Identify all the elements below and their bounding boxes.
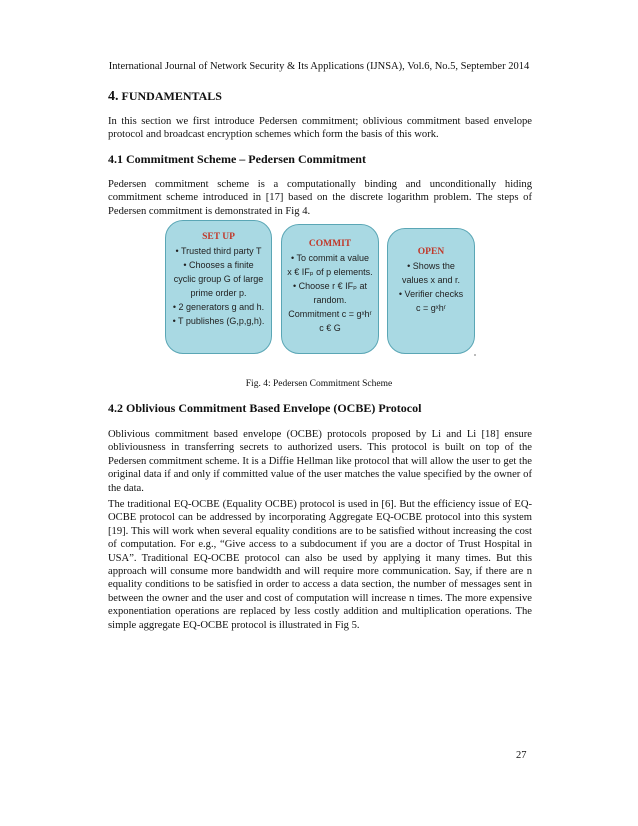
setup-line: • 2 generators g and h. <box>172 302 265 312</box>
section-intro: In this section we first introduce Pedersen commitment; oblivious commitment based envelope protocol and broadcast encryption schemes which form the basis of this work. <box>108 116 532 141</box>
figure-4-caption: Fig. 4: Pedersen Commitment Scheme <box>245 379 393 389</box>
commit-box <box>281 224 379 354</box>
commit-line: c € G <box>319 323 341 333</box>
setup-box <box>165 220 272 354</box>
commit-line: • Choose r € IFₚ at <box>292 281 368 291</box>
subsection-4-2-title: 4.2 Oblivious Commitment Based Envelope (OCBE) Protocol <box>108 401 422 415</box>
commit-line: random. <box>313 295 347 305</box>
section-heading <box>108 89 532 104</box>
figure-4-diagram <box>165 220 475 360</box>
open-line: • Shows the <box>407 261 455 271</box>
setup-line: • T publishes (G,p,g,h). <box>172 316 265 326</box>
commit-line: x € IFₚ of p elements. <box>287 267 373 277</box>
setup-title: SET UP <box>202 232 235 242</box>
open-line: c = gˣhʳ <box>416 303 446 313</box>
figure-marker-dot <box>474 354 476 356</box>
open-line: values x and r. <box>401 275 461 285</box>
commit-line: Commitment c = gˣhʳ <box>288 309 372 319</box>
section-number: 4. <box>108 89 119 104</box>
running-header: International Journal of Network Security & Its Applications (IJNSA), Vol.6, No.5, September 2014 <box>108 61 530 72</box>
setup-line: cyclic group G of large <box>173 274 264 284</box>
section-title: FUNDAMENTALS <box>121 89 222 103</box>
commit-line: • To commit a value <box>290 253 370 263</box>
setup-line: prime order p. <box>190 288 247 298</box>
open-title: OPEN <box>417 247 445 257</box>
commit-title: COMMIT <box>308 239 352 249</box>
open-line: • Verifier checks <box>398 289 464 299</box>
page-number: 27 <box>516 750 527 761</box>
subsection-4-2-paragraph-2: The traditional EQ-OCBE (Equality OCBE) protocol is used in [6]. But the efficiency issue of EQ-OCBE protocol can be addressed by incorporating Aggregate EQ-OCBE protocol into this system [19]. This will work when several equality conditions are to be satisfied without increasing the cost of computation. For e.g., “Give access to a subdocument if you are a doctor of Trust Hospital in USA”. Traditional EQ-OCBE protocol can also be used by applying it many times. But this approach will consume more bandwidth and will require more communication. Say, if there are n equality conditions to be satisfied in order to access a data section, the number of messages sent in between the owner and the user and cost of computation will increase n times. The more expensive exponentiation operations are replaced by less costly addition and multiplication operations. The simple aggregate EQ-OCBE protocol is illustrated in Fig 5. <box>108 499 532 631</box>
setup-line: • Chooses a finite <box>183 260 254 270</box>
setup-line: • Trusted third party T <box>175 246 262 256</box>
open-box <box>387 228 475 354</box>
subsection-4-2-paragraph-1: Oblivious commitment based envelope (OCBE) protocols proposed by Li and Li [18] ensure obliviousness in transferring secrets to authorized users. This protocol is built on top of the Pedersen commitment scheme. It is a Diffie Hellman like protocol that will allow the user to get the original data if and only if committed value of the user matches the value specified by the owner of the data. <box>108 429 532 494</box>
subsection-4-1-title: 4.1 Commitment Scheme – Pedersen Commitment <box>108 152 366 166</box>
subsection-4-1-paragraph: Pedersen commitment scheme is a computationally binding and unconditionally hiding commitment scheme introduced in [17] based on the discrete logarithm problem. The steps of Pedersen commitment is demonstrated in Fig 4. <box>108 179 532 217</box>
